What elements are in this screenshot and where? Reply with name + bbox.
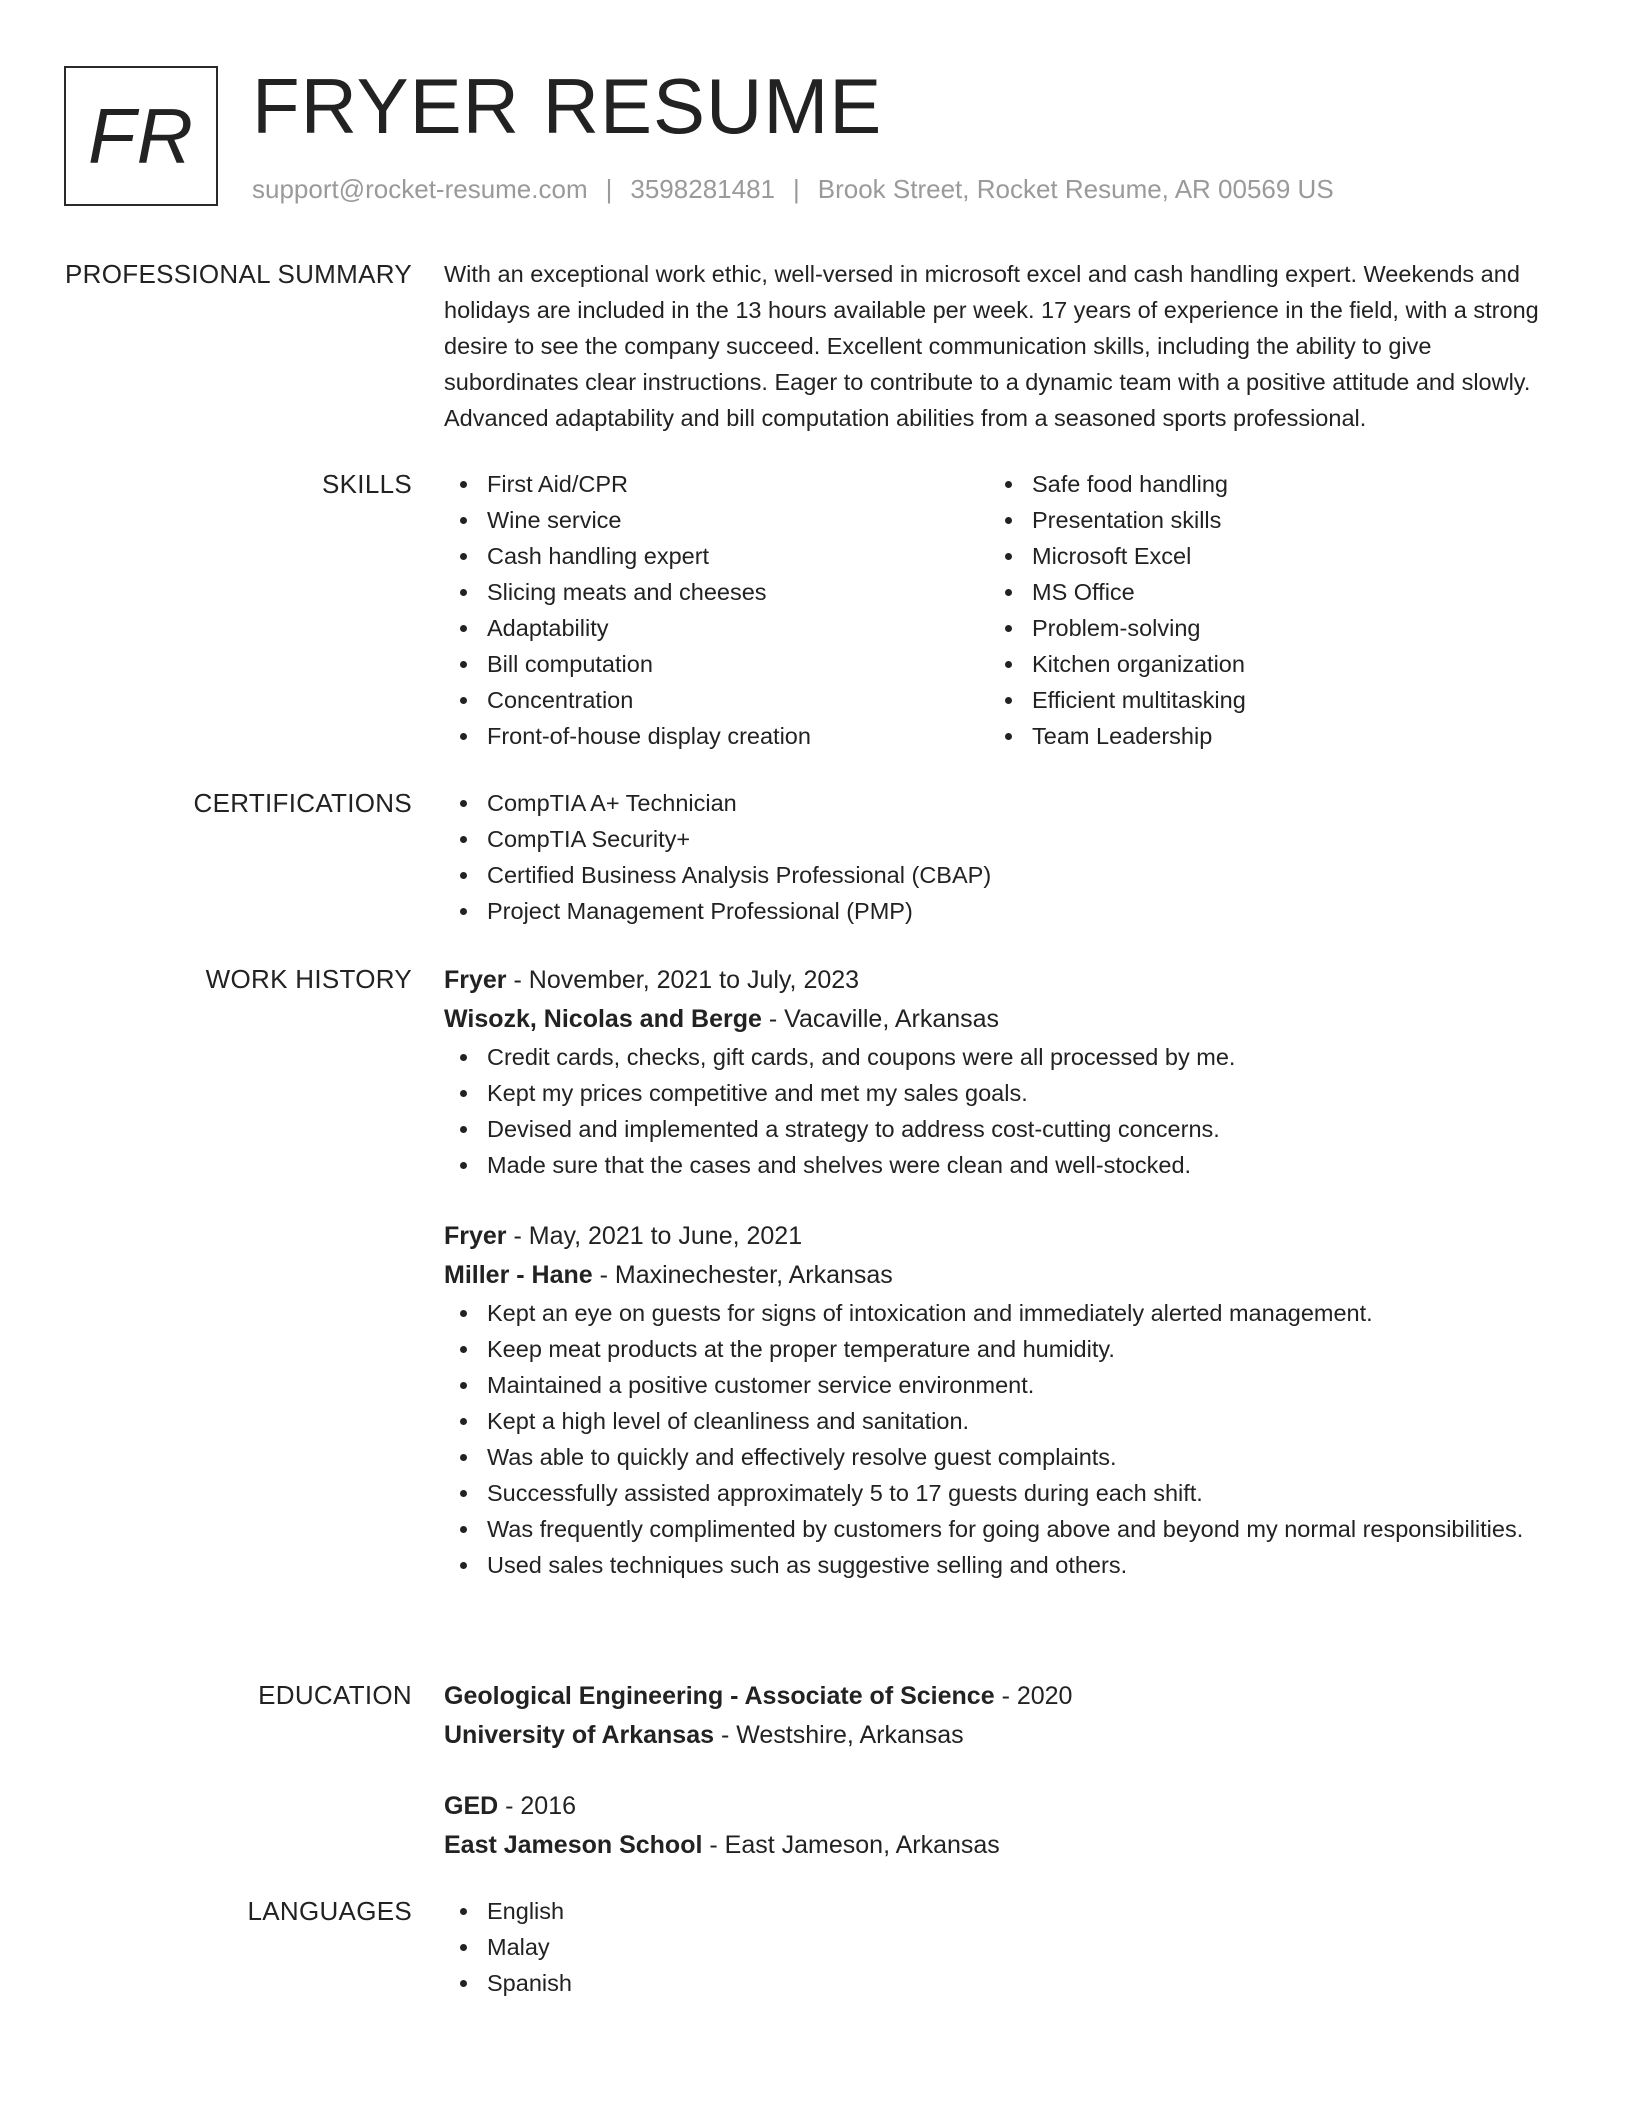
certification-item: Certified Business Analysis Professional (CBAP) [444,857,1554,893]
job-role: Fryer [444,966,507,994]
job-company-line [444,1256,1554,1295]
section-title: WORK HISTORY [205,964,412,994]
section-title: CERTIFICATIONS [193,788,412,818]
skill-item: Bill computation [444,646,989,682]
job-company-line [444,1000,1554,1039]
certification-item: Project Management Professional (PMP) [444,893,1554,929]
candidate-name: FRYER RESUME [252,62,883,150]
section-title: LANGUAGES [247,1896,412,1926]
job-duty: Credit cards, checks, gift cards, and coupons were all processed by me. [444,1039,1554,1075]
skill-item: Cash handling expert [444,538,989,574]
skill-item: Slicing meats and cheeses [444,574,989,610]
skill-item: Team Leadership [989,718,1534,754]
job-duty: Made sure that the cases and shelves were clean and well-stocked. [444,1147,1554,1183]
skills-list-left [444,466,989,754]
skill-item: Front-of-house display creation [444,718,989,754]
job-duty: Used sales techniques such as suggestive selling and others. [444,1547,1554,1583]
summary-text: With an exceptional work ethic, well-versed in microsoft excel and cash handling expert. Weekends and holidays are included in the 13 hours available per week. 17 years of experience in the field, with a strong desire to see the company succeed. Excellent communication skills, including the ability to give subordinates clear instructions. Eager to contribute to a dynamic team with a positive attitude and slowly. Advanced adaptability and bill computation abilities from a seasoned sports professional. [444,261,1539,431]
skill-item: Concentration [444,682,989,718]
job-duty: Was frequently complimented by customers for going above and beyond my normal responsibilities. [444,1511,1554,1547]
certification-item: CompTIA Security+ [444,821,1554,857]
job-location: - Vacaville, Arkansas [761,1005,1000,1033]
degree-year: - 2020 [994,1682,1073,1710]
job-duty: Kept a high level of cleanliness and sanitation. [444,1403,1554,1439]
education-entry [444,1787,1554,1865]
school-name: University of Arkansas [444,1721,715,1749]
skill-item: Presentation skills [989,502,1534,538]
contact-line [252,174,1334,205]
education-entry [444,1677,1554,1755]
job-entry [444,961,1554,1183]
job-duties [444,1295,1554,1583]
job-duty: Successfully assisted approximately 5 to 17 guests during each shift. [444,1475,1554,1511]
degree-line [444,1787,1554,1826]
resume-header [64,62,1564,216]
job-dates: - November, 2021 to July, 2023 [506,966,860,994]
section-title: PROFESSIONAL SUMMARY [65,259,412,289]
job-location: - Maxinechester, Arkansas [592,1261,893,1289]
job-entry [444,1217,1554,1583]
job-duty: Maintained a positive customer service environment. [444,1367,1554,1403]
school-line [444,1826,1554,1865]
school-line [444,1716,1554,1755]
skill-item: MS Office [989,574,1534,610]
section-title: SKILLS [322,469,412,499]
languages-body [444,1893,1554,2001]
school-location: - Westshire, Arkansas [714,1721,964,1749]
skills-columns [444,466,1554,754]
work-history-body [444,961,1554,1583]
job-title-line [444,1217,1554,1256]
job-duty: Keep meat products at the proper temperature and humidity. [444,1331,1554,1367]
job-dates: - May, 2021 to June, 2021 [506,1222,803,1250]
job-title-line [444,961,1554,1000]
certifications-body [444,785,1554,929]
skill-item: Wine service [444,502,989,538]
job-company: Wisozk, Nicolas and Berge [444,1005,762,1033]
contact-email: support@rocket-resume.com [252,174,588,204]
skill-item: First Aid/CPR [444,466,989,502]
degree-name: Geological Engineering - Associate of Science [444,1682,995,1710]
contact-phone: 3598281481 [630,174,775,204]
certification-item: CompTIA A+ Technician [444,785,1554,821]
job-duty: Devised and implemented a strategy to address cost-cutting concerns. [444,1111,1554,1147]
job-duty: Kept an eye on guests for signs of intoxication and immediately alerted management. [444,1295,1554,1331]
language-item: English [444,1893,1554,1929]
job-company: Miller - Hane [444,1261,593,1289]
education-body [444,1677,1554,1865]
skill-item: Safe food handling [989,466,1534,502]
skill-item: Problem-solving [989,610,1534,646]
skill-item: Efficient multitasking [989,682,1534,718]
school-name: East Jameson School [444,1831,703,1859]
degree-year: - 2016 [498,1792,577,1820]
monogram-badge: FR [64,66,218,206]
skill-item: Adaptability [444,610,989,646]
language-item: Spanish [444,1965,1554,2001]
degree-name: GED [444,1792,499,1820]
section-title: EDUCATION [258,1680,412,1710]
contact-separator: | [793,174,800,204]
job-duties [444,1039,1554,1183]
job-duty: Was able to quickly and effectively resolve guest complaints. [444,1439,1554,1475]
contact-separator: | [605,174,613,204]
job-duty: Kept my prices competitive and met my sales goals. [444,1075,1554,1111]
degree-line [444,1677,1554,1716]
job-role: Fryer [444,1222,507,1250]
skill-item: Microsoft Excel [989,538,1534,574]
certifications-list [444,785,1554,929]
language-item: Malay [444,1929,1554,1965]
skills-list-right [989,466,1534,754]
contact-address: Brook Street, Rocket Resume, AR 00569 US [817,174,1334,204]
school-location: - East Jameson, Arkansas [702,1831,1000,1859]
skill-item: Kitchen organization [989,646,1534,682]
languages-list [444,1893,1554,2001]
